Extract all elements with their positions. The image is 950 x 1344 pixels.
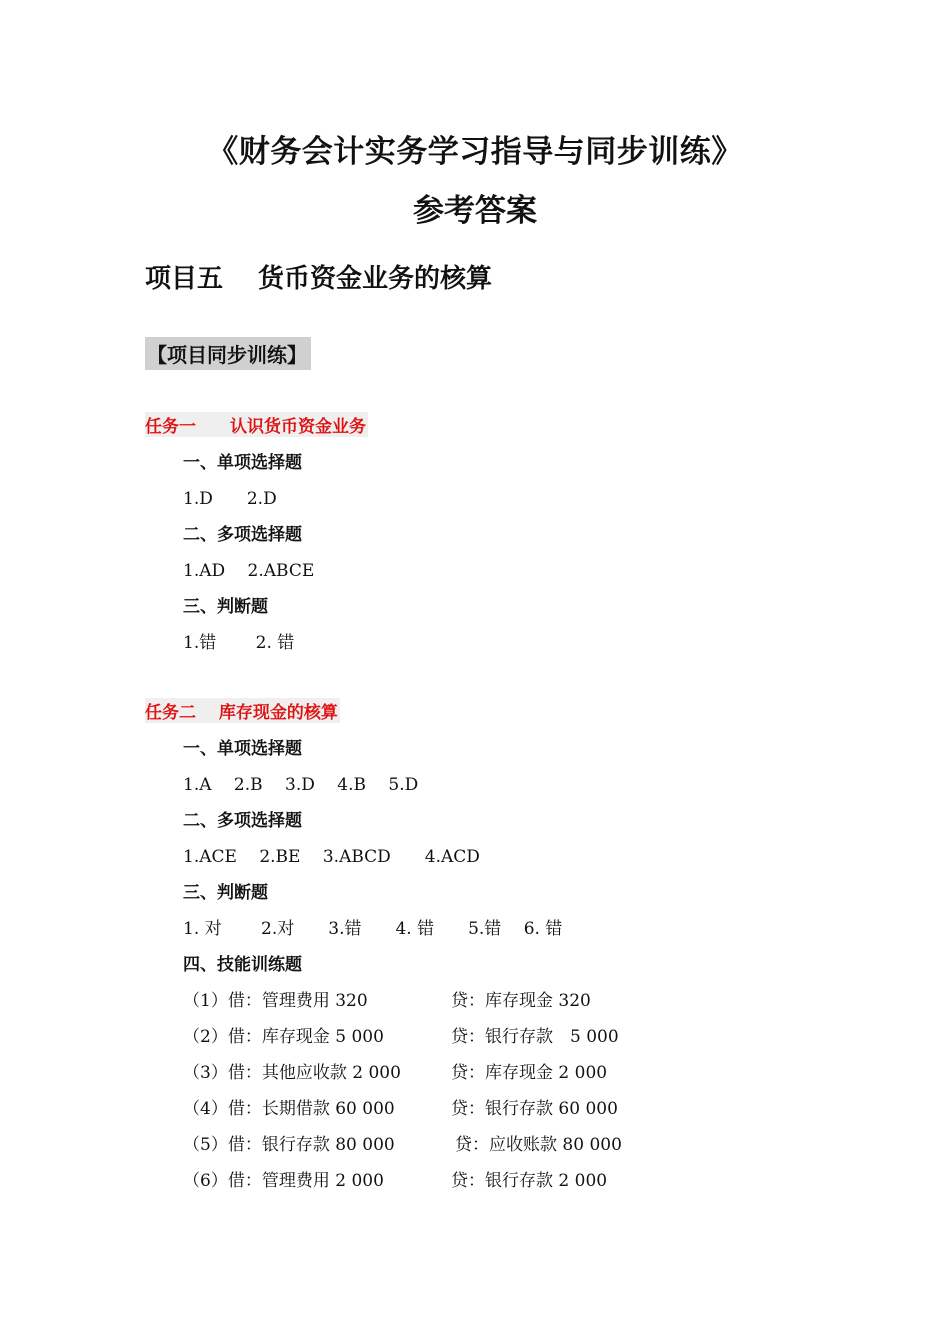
project-heading: 项目五 货币资金业务的核算 <box>145 264 493 294</box>
task2-heading: 任务二 库存现金的核算 <box>145 698 340 723</box>
task1-section1-title: 一、单项选择题 <box>183 453 302 473</box>
journal-entry-debit: （2）借：库存现金 5 000 <box>183 1027 384 1047</box>
journal-entry-credit: 贷：库存现金 2 000 <box>451 1063 608 1083</box>
journal-entry-debit: （5）借：银行存款 80 000 <box>183 1135 395 1155</box>
task2-section3-answers: 1. 对 2.对 3.错 4. 错 5.错 6. 错 <box>183 919 563 939</box>
journal-entry-debit: （4）借：长期借款 60 000 <box>183 1099 395 1119</box>
task2-section3-title: 三、判断题 <box>183 883 268 903</box>
document-title: 《财务会计实务学习指导与同步训练》 <box>207 134 743 170</box>
task1-section2-title: 二、多项选择题 <box>183 525 302 545</box>
task2-section1-title: 一、单项选择题 <box>183 739 302 759</box>
task1-section3-answers: 1.错 2. 错 <box>183 633 295 653</box>
journal-entry-credit: 贷：库存现金 320 <box>451 991 591 1011</box>
journal-entry-debit: （1）借：管理费用 320 <box>183 991 368 1011</box>
journal-entry-credit: 贷：银行存款 5 000 <box>451 1027 619 1047</box>
task2-section4-title: 四、技能训练题 <box>183 955 302 975</box>
task2-section2-title: 二、多项选择题 <box>183 811 302 831</box>
journal-entry-debit: （3）借：其他应收款 2 000 <box>183 1063 401 1083</box>
task1-section2-answers: 1.AD 2.ABCE <box>183 561 315 581</box>
journal-entry-credit: 贷：银行存款 2 000 <box>451 1171 608 1191</box>
task2-section1-answers: 1.A 2.B 3.D 4.B 5.D <box>183 775 419 795</box>
sync-training-label: 【项目同步训练】 <box>145 337 311 370</box>
document-subtitle: 参考答案 <box>413 193 537 229</box>
task1-section1-answers: 1.D 2.D <box>183 489 277 509</box>
journal-entry-debit: （6）借：管理费用 2 000 <box>183 1171 384 1191</box>
task1-heading: 任务一 认识货币资金业务 <box>145 412 368 437</box>
task1-section3-title: 三、判断题 <box>183 597 268 617</box>
journal-entry-credit: 贷：应收账款 80 000 <box>455 1135 622 1155</box>
journal-entry-credit: 贷：银行存款 60 000 <box>451 1099 618 1119</box>
task2-section2-answers: 1.ACE 2.BE 3.ABCD 4.ACD <box>183 847 480 867</box>
